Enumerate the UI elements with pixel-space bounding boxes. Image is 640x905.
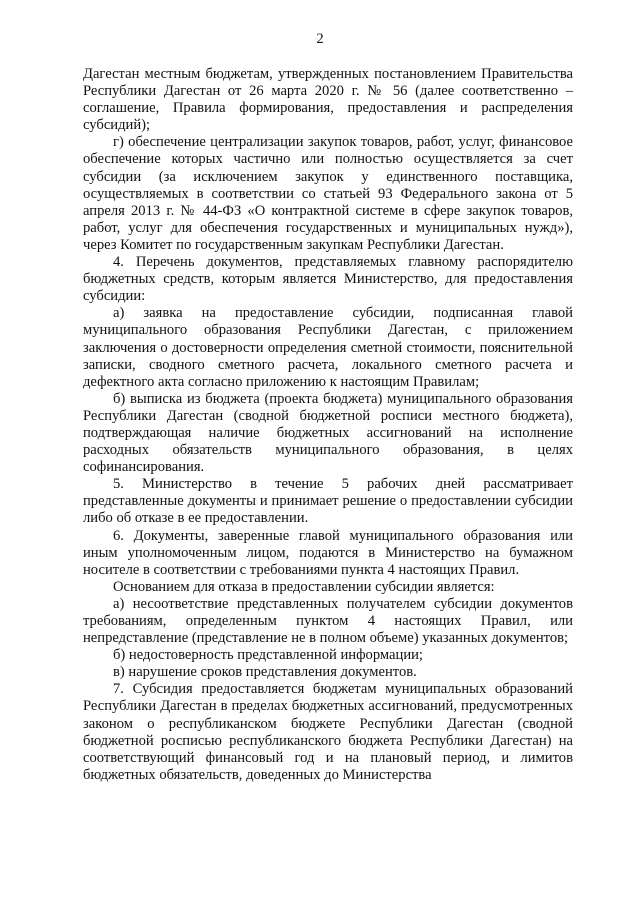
paragraph-continuation: Дагестан местным бюджетам, утвержденных постановлением Правительства Республики Дагестан от 26 марта 2020 г. № 56 (далее соответственно – соглашение, Правила формирования, предоставления и распределения субсидий);	[83, 66, 573, 134]
paragraph-refusal-c: в) нарушение сроков представления документов.	[113, 664, 417, 681]
paragraph-refusal-grounds: Основанием для отказа в предоставлении субсидии является:	[113, 578, 495, 595]
paragraph-5: 5. Министерство в течение 5 рабочих дней рассматривает представленные документы и принимает решение о предоставлении субсидии либо об отказе в ее предоставлении.	[83, 476, 573, 527]
paragraph-6: 6. Документы, заверенные главой муниципального образования или иным уполномоченным лицом, подаются в Министерство на бумажном носителе в соответствии с требованиями пункта 4 настоящих Правил.	[83, 527, 573, 578]
paragraph-4b: б) выписка из бюджета (проекта бюджета) муниципального образования Республики Дагестан (сводной бюджетной росписи местного бюджета), подтверждающая наличие бюджетных ассигнований на исполнение расходных обязательств муниципального образования, в целях софинансирования.	[83, 390, 573, 476]
paragraph-7: 7. Субсидия предоставляется бюджетам муниципальных образований Республики Дагестан в пределах бюджетных ассигнований, предусмотренных законом о республиканском бюджете Республики Дагестан (сводной бюджетной росписью республиканского бюджета Республики Дагестан) на соответствующий финансовый год и на плановый период, и лимитов бюджетных обязательств, доведенных до Министерства	[83, 681, 573, 783]
paragraph-item-g: г) обеспечение централизации закупок товаров, работ, услуг, финансовое обеспечение которых частично или полностью осуществляется за счет субсидии (за исключением закупок у единственного поставщика, осуществляемых в соответствии со статьей 93 Федерального закона от 5 апреля 2013 г. № 44-ФЗ «О контрактной системе в сфере закупок товаров, работ, услуг для обеспечения государственных и муниципальных нужд»), через Комитет по государственным закупкам Республики Дагестан.	[83, 134, 573, 253]
paragraph-refusal-a: а) несоответствие представленных получателем субсидии документов требованиям, определенным пунктом 4 настоящих Правил, или непредставление (представление не в полном объеме) указанных документов;	[83, 595, 573, 647]
paragraph-4: 4. Перечень документов, представляемых главному распорядителю бюджетных средств, которым является Министерство, для предоставления субсидии:	[83, 254, 573, 305]
paragraph-4a: а) заявка на предоставление субсидии, подписанная главой муниципального образования Республики Дагестан, с приложением заключения о достоверности определения сметной стоимости, пояснительной записки, сводного сметного расчета, локального сметного расчета и дефектного акта согласно приложению к настоящим Правилам;	[83, 305, 573, 390]
page-number: 2	[316, 31, 324, 47]
paragraph-refusal-b: б) недостоверность представленной информации;	[113, 647, 423, 664]
document-body	[83, 66, 573, 784]
